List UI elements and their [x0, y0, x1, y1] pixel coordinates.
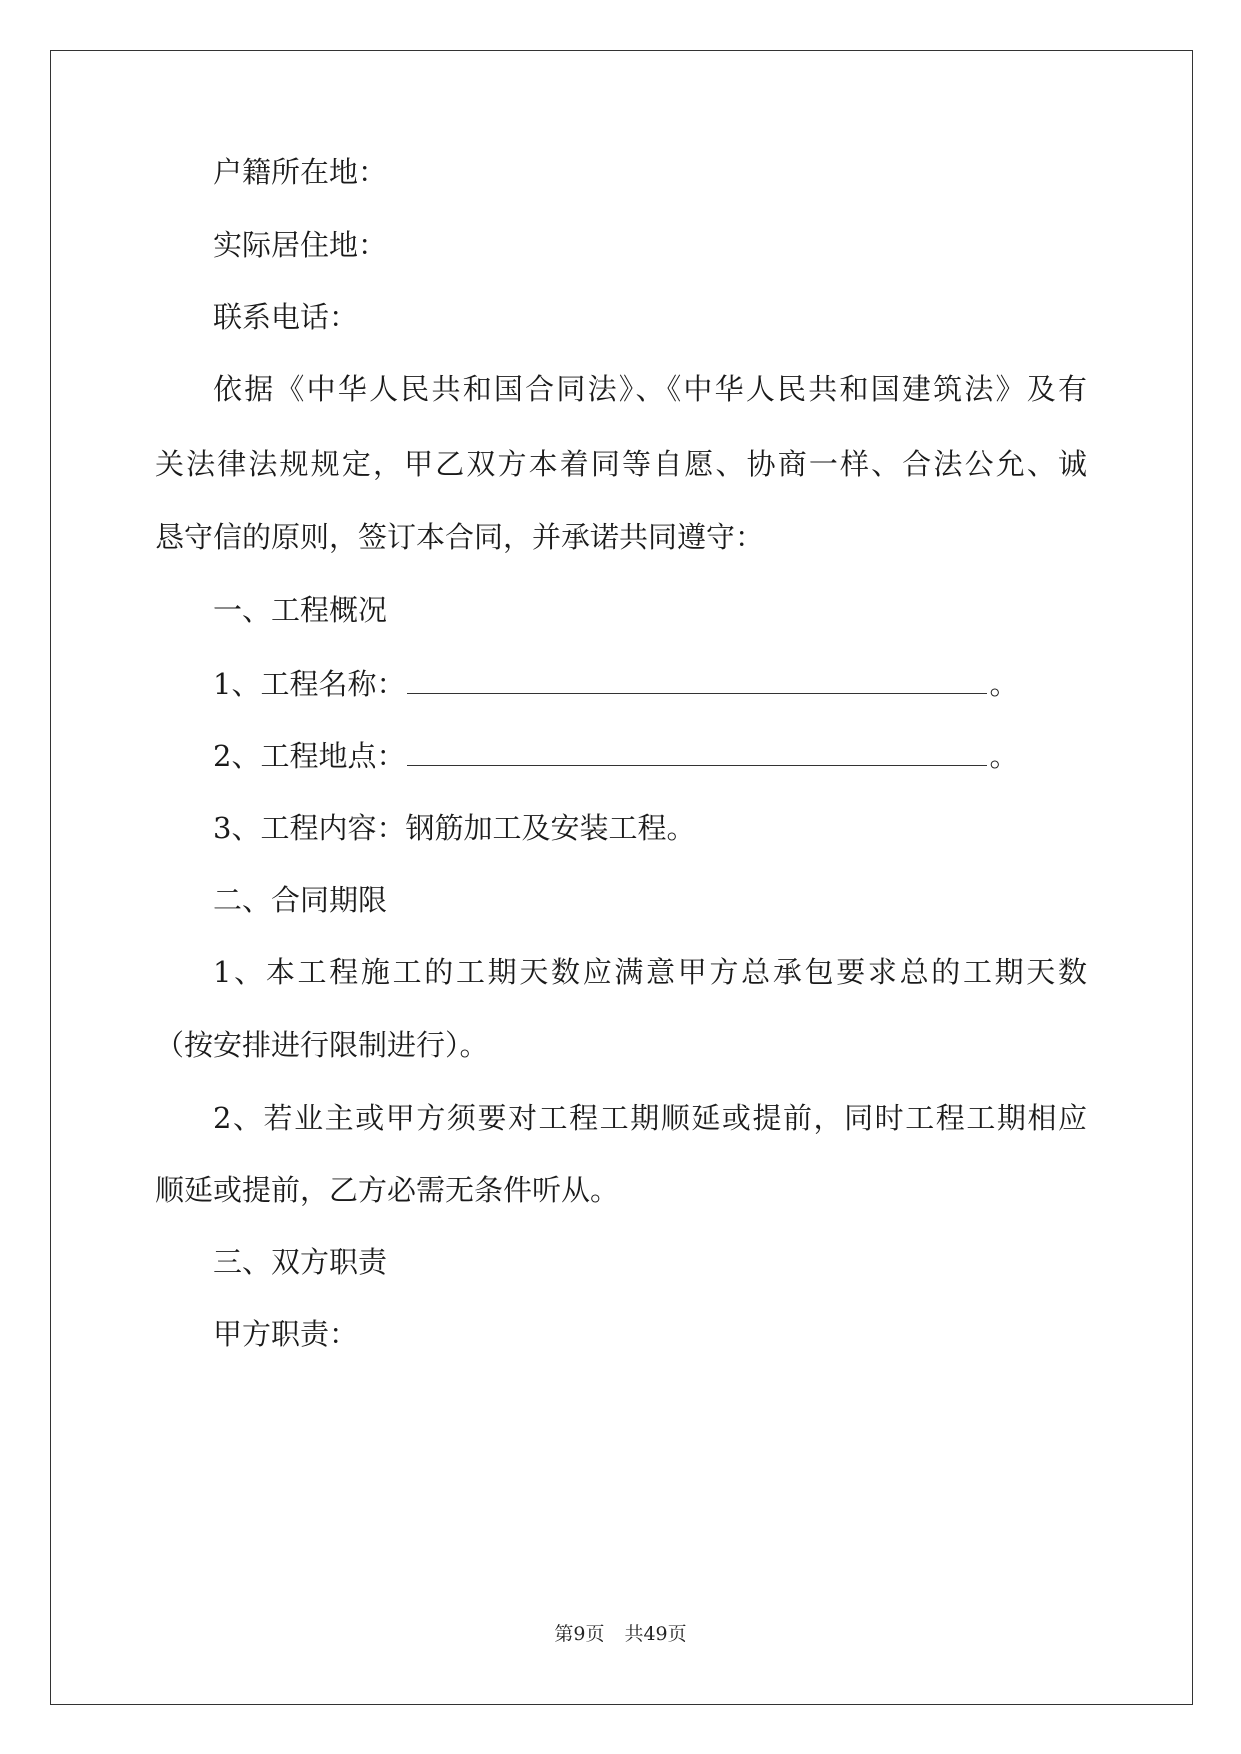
page-label-prefix: 第	[554, 1623, 574, 1645]
paragraph-line: 2、若业主或甲方须要对工程工期顺延或提前，同时工程工期相应	[213, 1101, 1087, 1135]
section-heading-responsibilities: 三、双方职责	[213, 1245, 388, 1279]
project-site-blank	[407, 739, 987, 766]
page-number: 9	[573, 1623, 586, 1645]
party-a-responsibilities-line: 甲方职责：	[213, 1317, 359, 1351]
project-site-label: 2、工程地点：	[213, 739, 406, 773]
project-name-line	[155, 664, 1087, 704]
page-label-suffix: 页	[585, 1623, 605, 1645]
paragraph-line: 顺延或提前，乙方必需无条件听从。	[155, 1173, 620, 1207]
project-content-line: 3、工程内容：钢筋加工及安装工程。	[213, 811, 696, 845]
section-heading-contract-term: 二、合同期限	[213, 883, 388, 917]
page-footer	[0, 1622, 1241, 1646]
project-name-label: 1、工程名称：	[213, 667, 406, 701]
paragraph-line: 恳守信的原则，签订本合同，并承诺共同遵守：	[155, 520, 765, 554]
total-pages: 49	[643, 1623, 668, 1645]
paragraph-line: 1、本工程施工的工期天数应满意甲方总承包要求总的工期天数	[213, 955, 1087, 989]
paragraph-line: 关法律法规规定，甲乙双方本着同等自愿、协商一样、合法公允、诚	[155, 447, 1087, 481]
paragraph-line: （按安排进行限制进行）。	[155, 1028, 489, 1062]
project-name-end: 。	[989, 667, 1019, 701]
contact-phone-line: 联系电话：	[213, 300, 359, 334]
project-site-line	[155, 736, 1087, 776]
section-heading-project-overview: 一、工程概况	[213, 593, 388, 627]
project-site-end: 。	[989, 739, 1019, 773]
total-suffix: 页	[667, 1623, 687, 1645]
household-registration-line: 户籍所在地：	[213, 155, 388, 189]
paragraph-line: 依据《中华人民共和国合同法》、《中华人民共和国建筑法》及有	[213, 372, 1087, 406]
actual-residence-line: 实际居住地：	[213, 228, 388, 262]
project-name-blank	[407, 667, 987, 694]
total-prefix: 共	[624, 1623, 644, 1645]
